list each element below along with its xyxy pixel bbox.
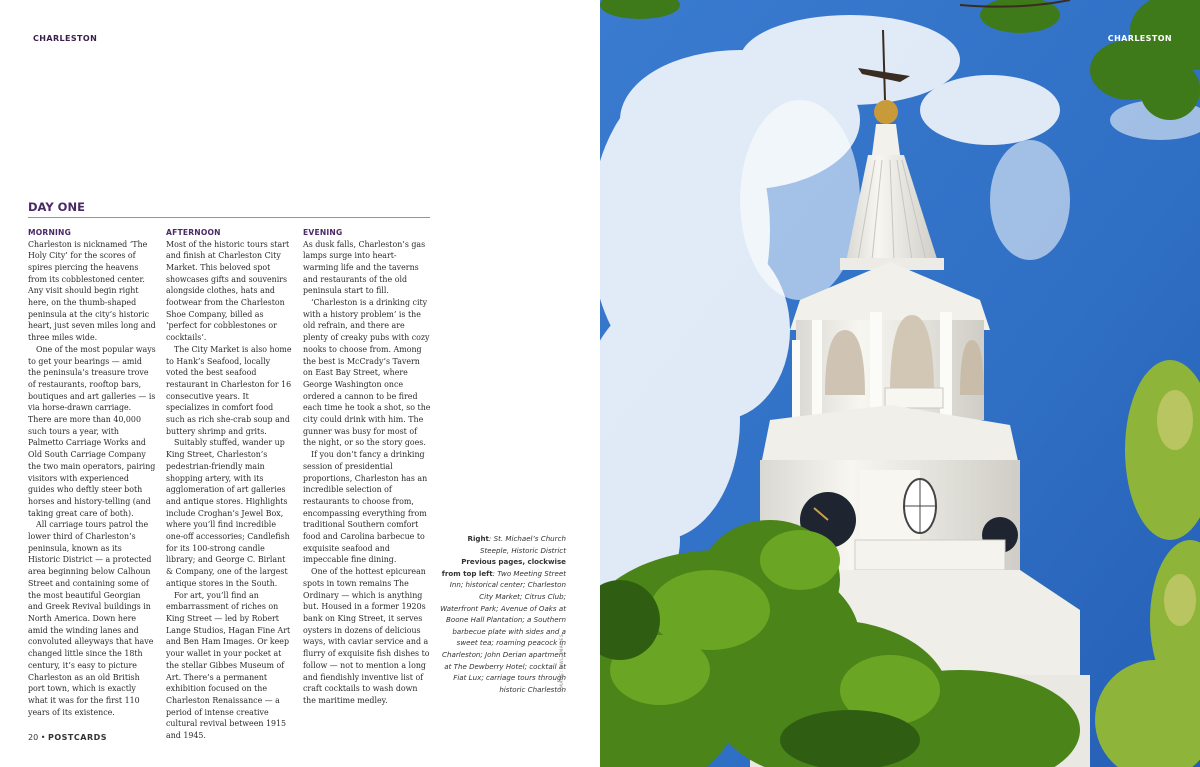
caption-right-text: : St. Michael’s Church Steeple, Historic District [479,534,566,555]
caption-previous-text: : Two Meeting Street Inn; historical center; Charleston City Market; Citrus Club; Waterfront Park; Avenue of Oaks at Boone Hall Plantation; a Southern barbecue plate with sides and a sweet tea; roaming peacock in Charleston; John Derian apartment at The Dewberry Hotel; cocktail at Fiat Lux; carriage tours through historic Charleston [440,568,566,694]
morning-heading: MORNING [28,228,72,237]
body-paragraph: ‘Charleston is a drinking city with a history problem’ is the old refrain, and there are plenty of creaky pubs with cozy nooks to choose from. Among the best is McCrady’s Tavern on East Bay Street, where George Washington once ordered a cannon to be fired each time he took a shot, so the city could drink with him. The gunner was busy for most of the night, or so the story goes. [303,298,431,448]
body-paragraph: Most of the historic tours start and finish at Charleston City Market. This beloved spot showcases gifts and souvenirs alongside clothes, hats and footwear from the Charleston Shoe Company, billed as ‘perfect for cobblestones or cocktails’. [166,239,290,343]
section-label-right: CHARLESTON [1107,34,1172,43]
folio-separator: • [40,733,46,742]
body-paragraph: Charleston is nicknamed ‘The Holy City’ for the scores of spires piercing the heavens from its cobblestoned center. Any visit should begin right here, on the thumb-shaped peninsula at the city’s historic heart, just seven miles long and three miles wide. [28,239,156,343]
afternoon-heading: AFTERNOON [166,228,221,237]
caption-previous-label: Previous pages, clockwise from top left [441,557,566,578]
folio [28,733,107,742]
evening-column [303,227,431,707]
body-paragraph: All carriage tours patrol the lower third of Charleston’s peninsula, known as its Historic District — a protected area beginning below Calhoun Street and containing some of the most beautiful Georgian and Greek Revival buildings in North America. Down here amid the winding lanes and convoluted alleyways that have changed little since the 18th century, it’s easy to picture Charleston as an old British port town, which is exactly what it was for the first 110 years of its existence. [28,520,154,717]
steeple-illustration [600,0,1200,767]
body-paragraph: For art, you’ll find an embarrassment of riches on King Street — led by Robert Lange Studios, Hagan Fine Art and Ben Ham Images. Or keep your wallet in your pocket at the stellar Gibbes Museum of Art. There’s a permanent exhibition focused on the Charleston Renaissance — a period of intense creative cultural revival between 1915 and 1945. [166,590,291,741]
body-paragraph: If you don’t fancy a drinking session of presidential proportions, Charleston has an incredible selection of restaurants to choose from, encompassing everything from traditional Southern comfort food and Carolina barbecue to exquisite seafood and impeccable fine dining. [303,450,428,565]
evening-heading: EVENING [303,228,343,237]
afternoon-column [166,227,294,742]
magazine-name: POSTCARDS [48,733,108,742]
steeple-photo [600,0,1200,767]
page-number: 20 [28,733,39,742]
body-paragraph: The City Market is also home to Hank’s Seafood, locally voted the best seafood restaurant in Charleston for 16 consecutive years. It specializes in comfort food such as rich she-crab soup and buttery shrimp and grits. [166,344,292,436]
body-paragraph: One of the hottest epicurean spots in town remains The Ordinary — which is anything but. Housed in a former 1920s bank on King Street, it serves oysters in dozens of delicious ways, with caviar service and a flurry of exquisite fish dishes to follow — not to mention a long and fiendishly inventive list of craft cocktails to wash down the maritime medley. [303,567,430,705]
day-heading: DAY ONE [28,200,85,214]
body-paragraph: Suitably stuffed, wander up King Street, Charleston’s pedestrian-friendly main shopping artery, with its agglomeration of art galleries and antique stores. Highlights include Croghan’s Jewel Box, where you’ll find incredible one-off accessories; Candlefish for its 100-strong candle library; and George C. Birlant & Company, one of the largest antique stores in the South. [166,438,290,588]
body-paragraph: As dusk falls, Charleston’s gas lamps surge into heart-warming life and the taverns and restaurants of the old peninsula start to fill. [303,239,426,296]
morning-column [28,227,156,718]
caption-right-label: Right [467,534,489,543]
body-paragraph: One of the most popular ways to get your bearings — amid the peninsula’s treasure trove of restaurants, rooftop bars, boutiques and art galleries — is via horse-drawn carriage. There are more than 40,000 such tours a year, with Palmetto Carriage Works and Old South Carriage Company the two main operators, pairing visitors with experienced guides who deftly steer both horses and history-telling (and taking great care of both). [28,344,156,518]
photo-caption [440,533,566,695]
heading-divider [28,217,430,218]
image-credit: IMAGE: AWL IMAGES [560,633,565,690]
section-label: CHARLESTON [33,34,98,43]
